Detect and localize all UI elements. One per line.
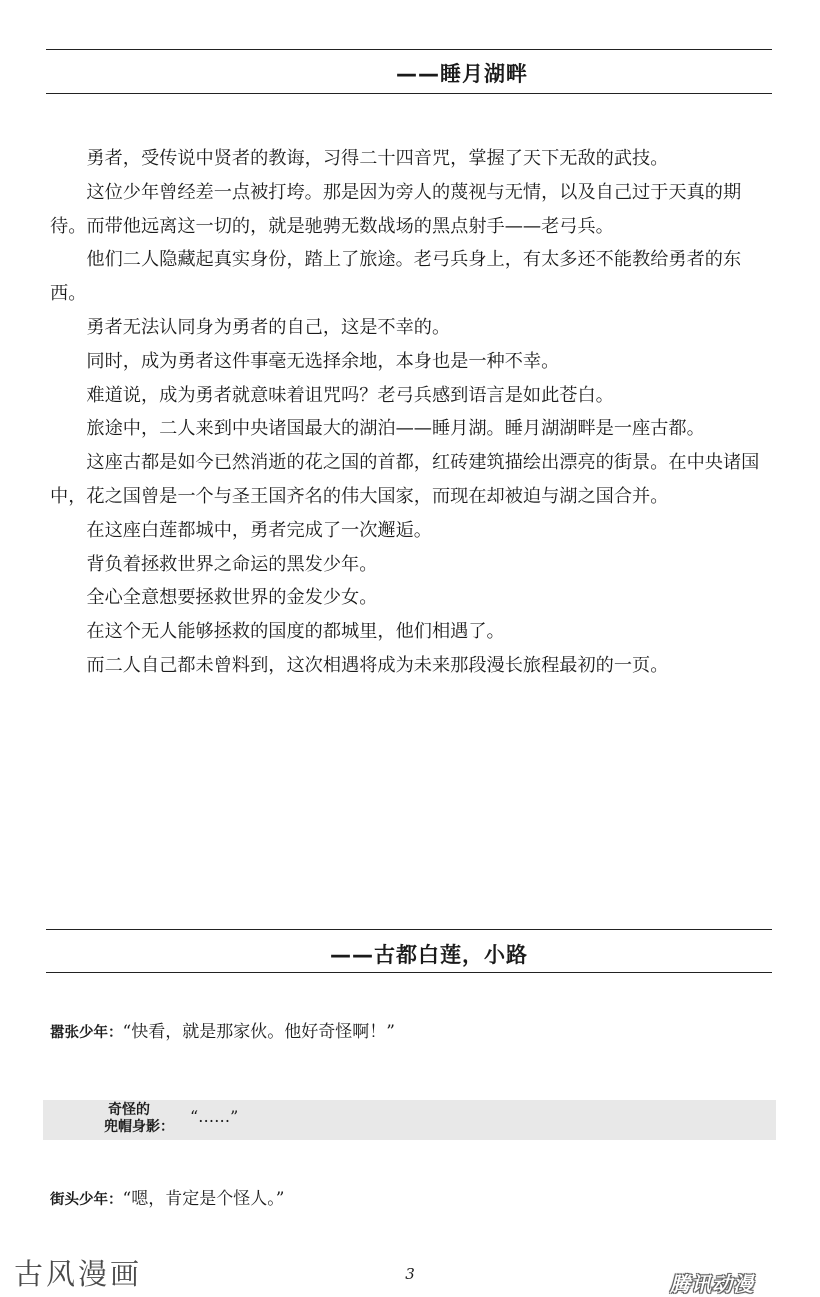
dialogue-text: “……” (190, 1107, 239, 1126)
dialogue-text: “嗯，肯定是个怪人。” (122, 1189, 285, 1209)
paragraph: 在这座白莲都城中，勇者完成了一次邂逅。 (86, 519, 432, 541)
dialogue-line (50, 1184, 774, 1209)
watermark-logo: 腾讯动漫 (670, 1272, 754, 1296)
paragraph: 他们二人隐藏起真实身份，踏上了旅途。老弓兵身上，有太多还不能教给勇者的东西。 (50, 249, 742, 305)
paragraph: 旅途中，二人来到中央诸国最大的湖泊——睡月湖。睡月湖湖畔是一座古都。 (86, 418, 705, 440)
paragraph: 难道说，成为勇者就意味着诅咒吗？老弓兵感到语言是如此苍白。 (86, 384, 614, 406)
paragraph: 勇者，受传说中贤者的教诲，习得二十四音咒，掌握了天下无敌的武技。 (86, 148, 669, 169)
section-title: ——古都白莲，小路 (330, 943, 528, 967)
section-rule (46, 929, 772, 930)
speaker-label: 嚣张少年： (50, 1025, 123, 1041)
dialogue-text: “快看，就是那家伙。他好奇怪啊！” (122, 1022, 395, 1042)
paragraph: 背负着拯救世界之命运的黑发少年。 (86, 553, 378, 575)
body-text (50, 142, 774, 683)
paragraph: 勇者无法认同身为勇者的自己，这是不幸的。 (86, 316, 451, 338)
paragraph: 全心全意想要拯救世界的金发少女。 (86, 587, 378, 609)
section-title: ——睡月湖畔 (396, 62, 528, 86)
watermark-logo: 古风漫画 (14, 1257, 143, 1291)
dialogue-line (50, 1017, 774, 1042)
speaker-label (104, 1102, 174, 1136)
title-underline (46, 93, 772, 94)
paragraph: 这位少年曾经差一点被打垮。那是因为旁人的蔑视与无情，以及自己过于天真的期待。而带他远离这一切的，就是驰骋无数战场的黑点射手——老弓兵。 (50, 181, 742, 237)
paragraph: 而二人自己都未曾料到，这次相遇将成为未来那段漫长旅程最初的一页。 (86, 654, 669, 676)
paragraph: 这座古都是如今已然消逝的花之国的首都，红砖建筑描绘出漂亮的街景。在中央诸国中，花之国曾是一个与圣王国齐名的伟大国家，而现在却被迫与湖之国合并。 (50, 452, 760, 507)
paragraph: 同时，成为勇者这件事毫无选择余地，本身也是一种不幸。 (86, 350, 560, 372)
speaker-label-line: 兜帽身影： (104, 1119, 174, 1135)
page-number: 3 (405, 1265, 415, 1283)
speaker-label: 街头少年： (50, 1192, 123, 1208)
speaker-label-line: 奇怪的 (108, 1102, 150, 1118)
top-rule (46, 49, 772, 50)
paragraph: 在这个无人能够拯救的国度的都城里，他们相遇了。 (86, 621, 505, 643)
title-underline (46, 972, 772, 973)
